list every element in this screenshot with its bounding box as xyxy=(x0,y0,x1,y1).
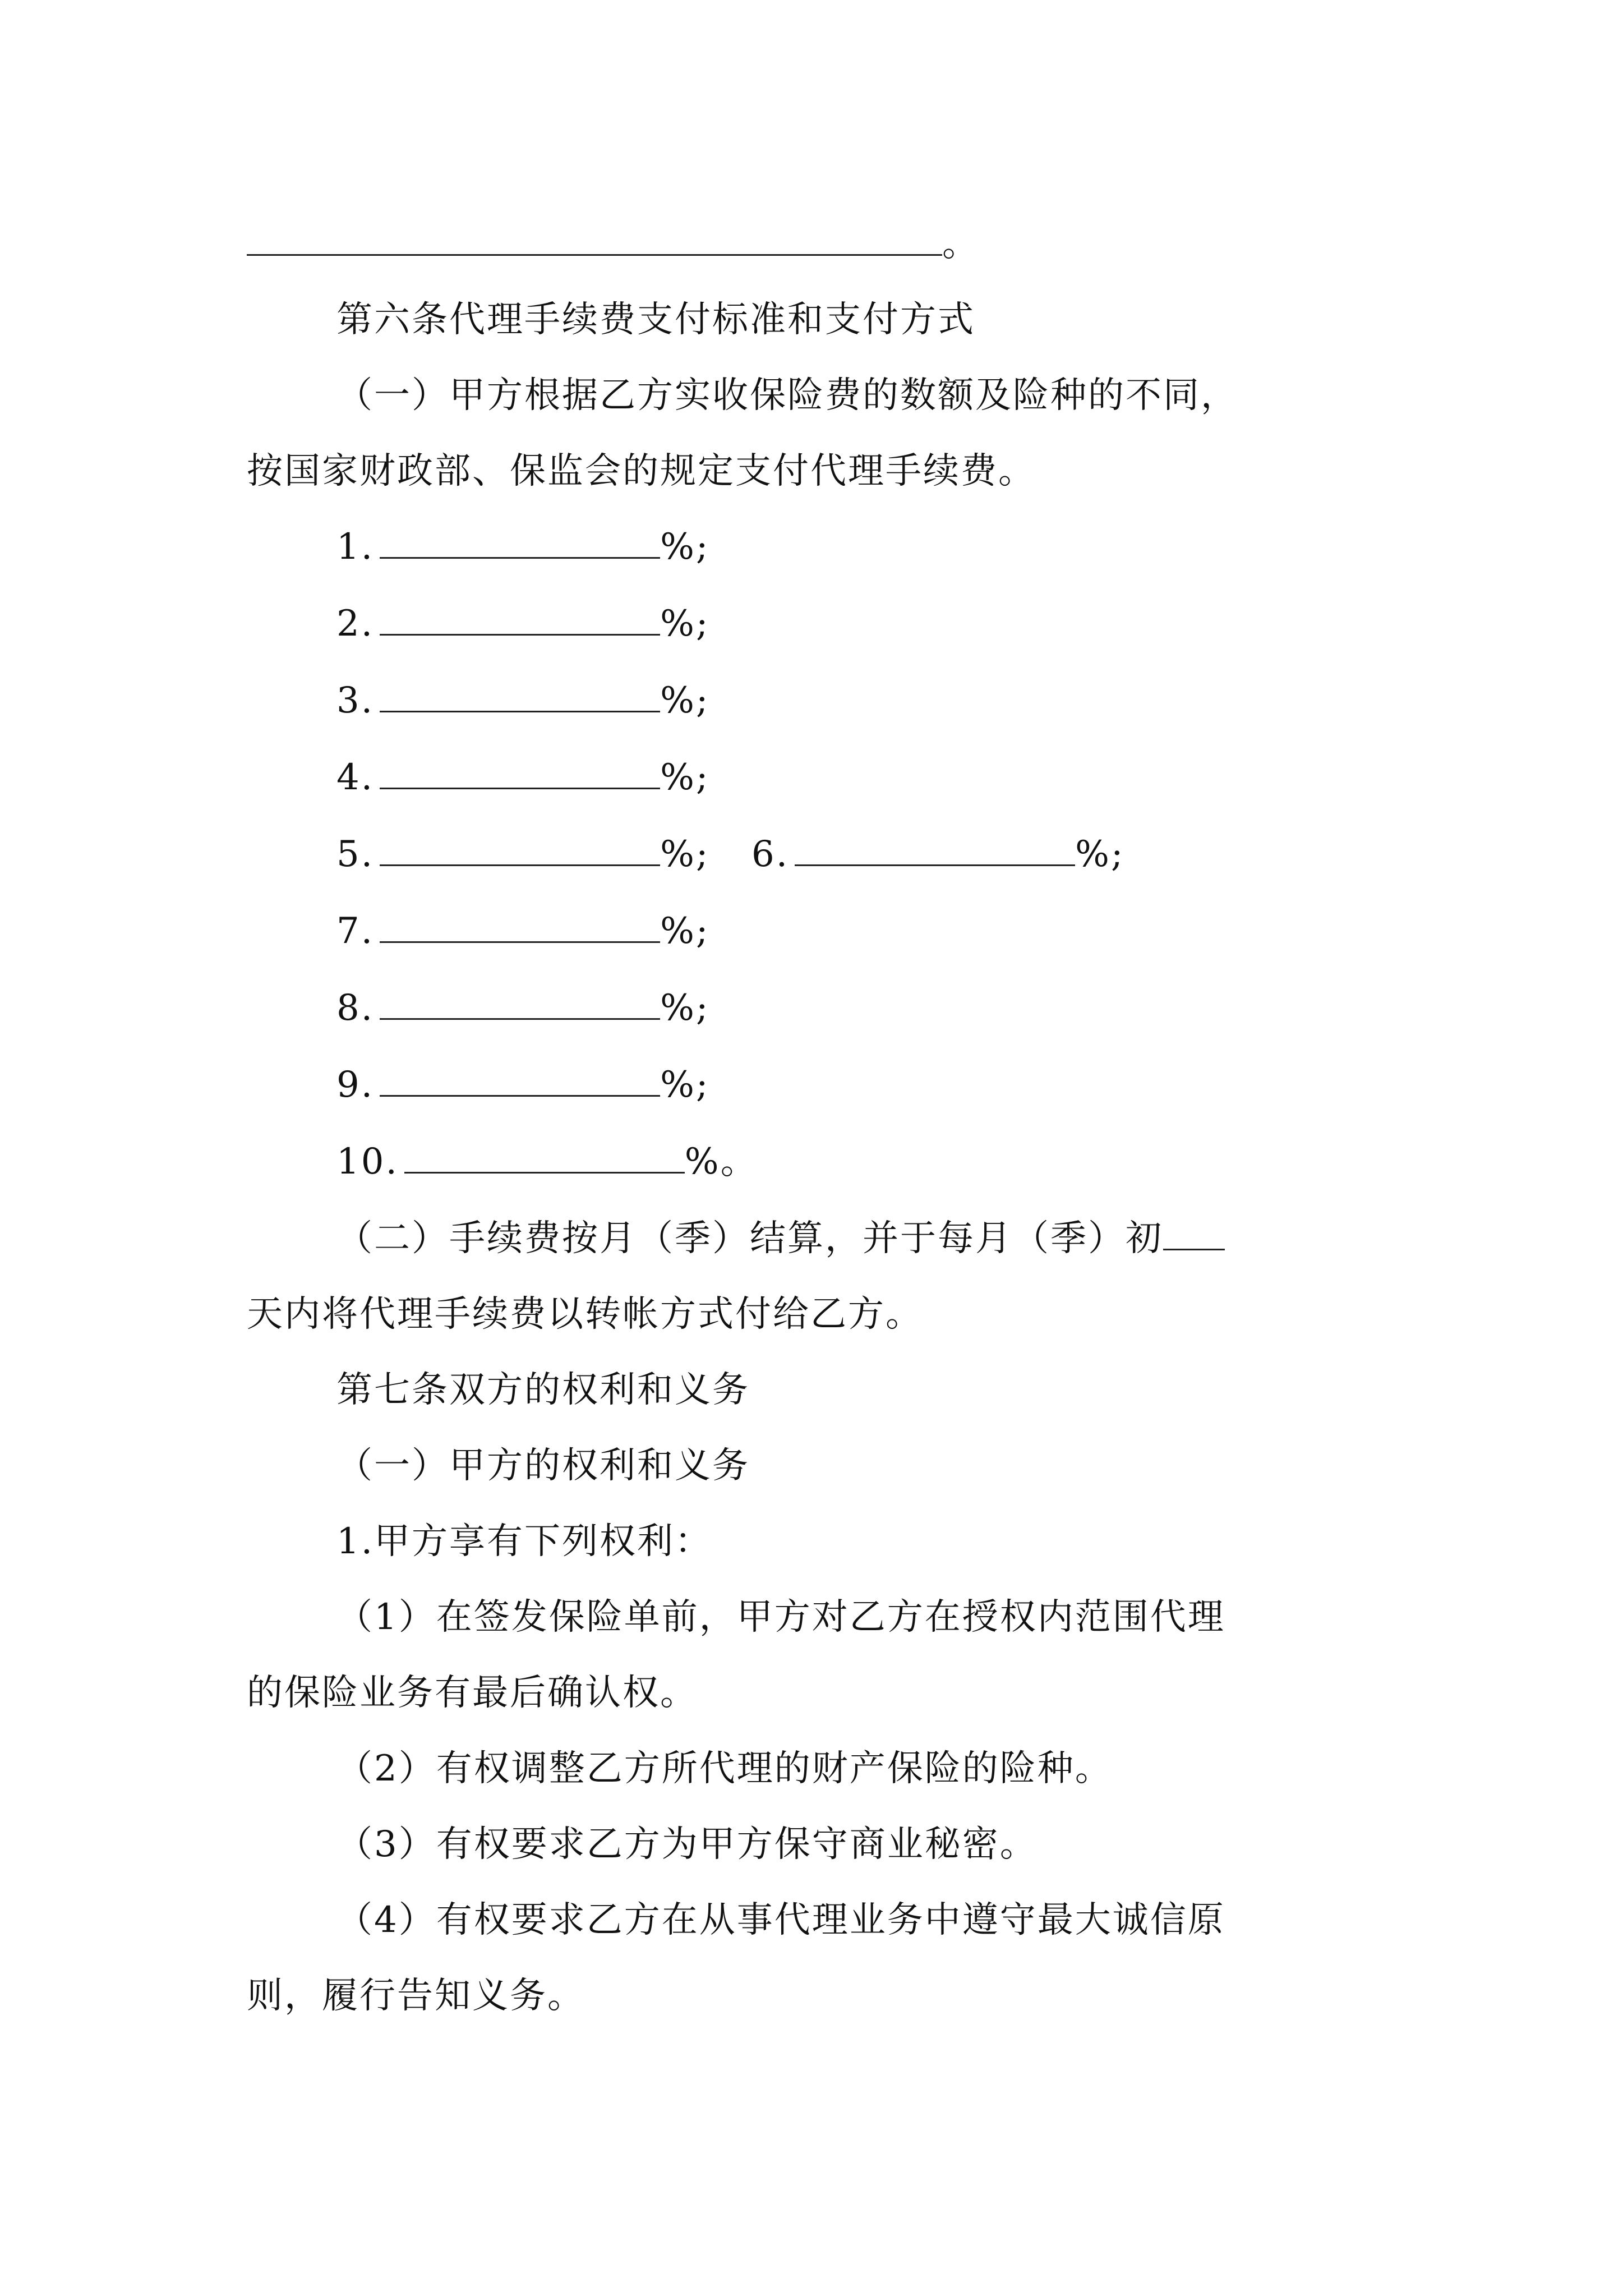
rate-blank[interactable] xyxy=(404,1140,685,1174)
rate-suffix: %; xyxy=(660,910,710,952)
rate-item-7 xyxy=(336,909,709,954)
rate-item-1 xyxy=(336,524,709,569)
article7-item1: 1.甲方享有下列权利： xyxy=(336,1521,713,1562)
rate-number: 10. xyxy=(336,1141,399,1182)
rate-item-4 xyxy=(336,755,709,800)
rate-blank[interactable] xyxy=(380,833,660,866)
rate-suffix: %; xyxy=(1075,834,1125,875)
article6-heading: 第六条代理手续费支付标准和支付方式 xyxy=(336,299,975,341)
continuation-line xyxy=(247,222,980,266)
rate-number: 3. xyxy=(336,680,375,721)
rate-suffix: %; xyxy=(660,987,710,1029)
rate-suffix: %。 xyxy=(684,1141,758,1182)
article7-sub1: （一）甲方的权利和义务 xyxy=(336,1445,750,1487)
rate-blank[interactable] xyxy=(380,526,660,559)
article7-heading: 第七条双方的权利和义务 xyxy=(336,1369,750,1411)
rate-blank[interactable] xyxy=(380,756,660,789)
rate-blank[interactable] xyxy=(380,1064,660,1097)
rate-number: 4. xyxy=(336,757,375,798)
rate-suffix: %; xyxy=(660,757,710,798)
rate-blank[interactable] xyxy=(795,833,1075,866)
rate-number: 2. xyxy=(336,603,375,645)
right2: （2）有权调整乙方所代理的财产保险的险种。 xyxy=(336,1748,1113,1789)
clause2-text: （二）手续费按月（季）结算，并于每月（季）初 xyxy=(336,1218,1163,1259)
days-blank[interactable] xyxy=(1163,1217,1225,1250)
rate-item-10 xyxy=(336,1139,758,1184)
rate-number: 9. xyxy=(336,1064,375,1106)
rate-item-6 xyxy=(751,832,1124,877)
rate-item-3 xyxy=(336,678,709,723)
rate-suffix: %; xyxy=(660,834,710,875)
article6-clause1-line1: （一）甲方根据乙方实收保险费的数额及险种的不同， xyxy=(336,375,1238,416)
rate-item-2 xyxy=(336,601,709,646)
rate-item-9 xyxy=(336,1062,709,1107)
rate-suffix: %; xyxy=(660,603,710,645)
article6-clause2-line2: 天内将代理手续费以转帐方式付给乙方。 xyxy=(247,1294,923,1335)
article6-clause2-line1 xyxy=(336,1216,1225,1261)
rate-suffix: %; xyxy=(660,526,710,568)
rate-blank[interactable] xyxy=(380,987,660,1020)
rate-blank[interactable] xyxy=(380,910,660,943)
rate-suffix: %; xyxy=(660,680,710,721)
rate-number: 7. xyxy=(336,910,375,952)
rate-number: 8. xyxy=(336,987,375,1029)
right4-line1: （4）有权要求乙方在从事代理业务中遵守最大诚信原 xyxy=(336,1899,1225,1941)
right1-line1: （1）在签发保险单前，甲方对乙方在授权内范围代理 xyxy=(336,1596,1225,1638)
rate-number: 6. xyxy=(751,834,790,875)
fill-blank[interactable] xyxy=(247,223,942,256)
line-end-mark: 。 xyxy=(942,223,980,265)
rate-item-5 xyxy=(336,832,709,877)
rate-number: 1. xyxy=(336,526,375,568)
rate-blank[interactable] xyxy=(380,679,660,712)
rate-suffix: %; xyxy=(660,1064,710,1106)
right3: （3）有权要求乙方为甲方保守商业秘密。 xyxy=(336,1824,1038,1865)
article6-clause1-line2: 按国家财政部、保监会的规定支付代理手续费。 xyxy=(247,450,1036,492)
rate-item-8 xyxy=(336,986,709,1030)
rate-blank[interactable] xyxy=(380,602,660,636)
rate-number: 5. xyxy=(336,834,375,875)
right1-line2: 的保险业务有最后确认权。 xyxy=(247,1672,698,1714)
right4-line2: 则，履行告知义务。 xyxy=(247,1975,585,2017)
